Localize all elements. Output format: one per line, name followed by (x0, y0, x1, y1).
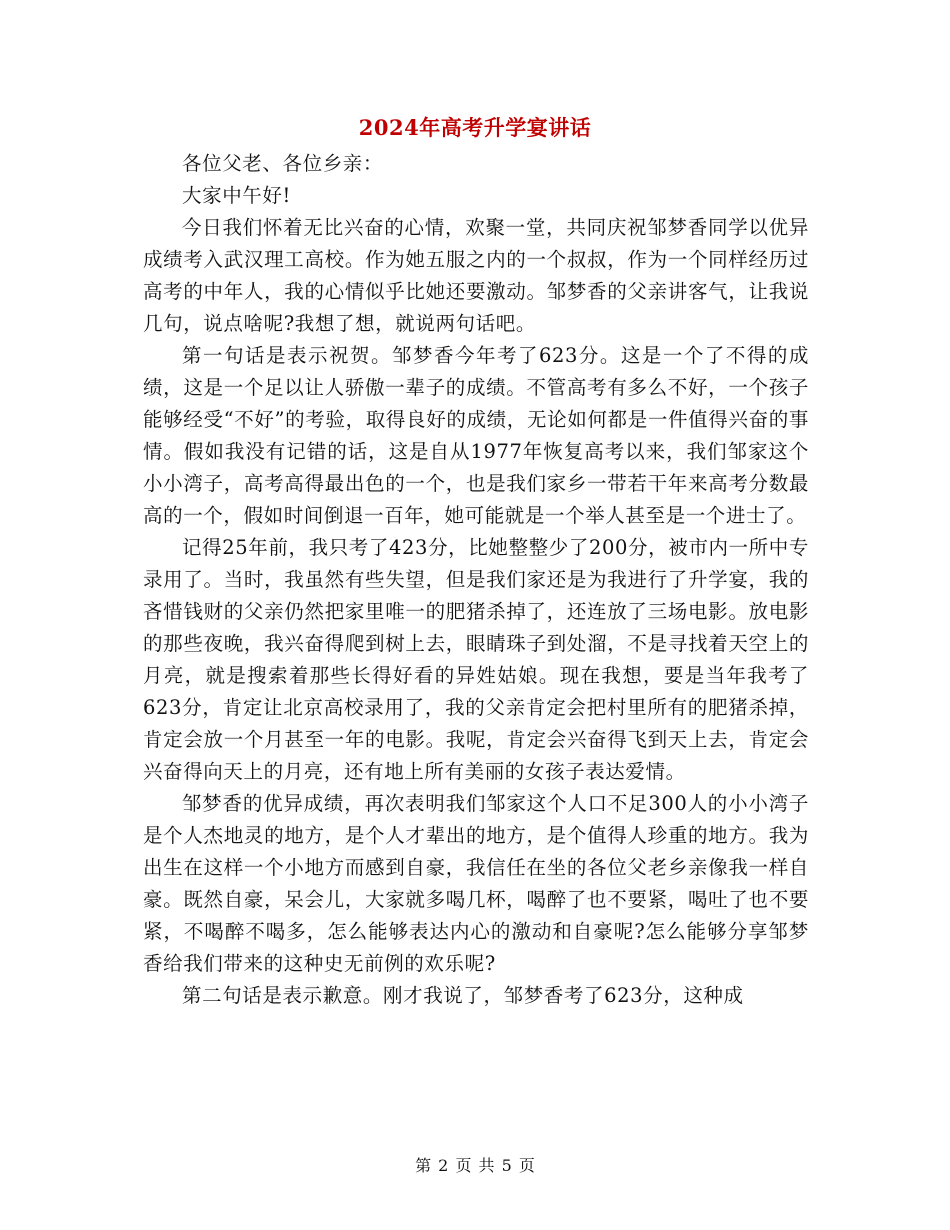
salutation: 各位父老、各位乡亲： (182, 152, 384, 175)
paragraph: 第一句话是表示祝贺。邹梦香今年考了623分。这是一个了不得的成绩，这是一个足以让人骄傲一辈子的成绩。不管高考有多么不好，一个孩子能够经受“不好”的考验，取得良好的成绩，无论如何都是一件值得兴奋的事情。假如我没有记错的话，这是自从1977年恢复高考以来，我们邹家这个小小湾子，高考高得最出色的一个，也是我们家乡一带若干年来高考分数最高的一个，假如时间倒退一百年，她可能就是一个举人甚至是一个进士了。 (143, 344, 809, 527)
document-body (143, 148, 809, 1012)
document-title: 2024年高考升学宴讲话 (358, 115, 592, 140)
paragraph: 第二句话是表示歉意。刚才我说了，邹梦香考了623分，这种成 (182, 984, 744, 1007)
greeting: 大家中午好! (182, 184, 291, 207)
paragraph: 今日我们怀着无比兴奋的心情，欢聚一堂，共同庆祝邹梦香同学以优异成绩考入武汉理工高校。作为她五服之内的一个叔叔，作为一个同样经历过高考的中年人，我的心情似乎比她还要激动。邹梦香的父亲讲客气，让我说几句，说点啥呢?我想了想，就说两句话吧。 (143, 216, 809, 335)
paragraph: 记得25年前，我只考了423分，比她整整少了200分，被市内一所中专录用了。当时，我虽然有些失望，但是我们家还是为我进行了升学宴，我的吝惜钱财的父亲仍然把家里唯一的肥猪杀掉了，还连放了三场电影。放电影的那些夜晚，我兴奋得爬到树上去，眼睛珠子到处溜，不是寻找着天空上的月亮，就是搜索着那些长得好看的异姓姑娘。现在我想，要是当年我考了623分，肯定让北京高校录用了，我的父亲肯定会把村里所有的肥猪杀掉，肯定会放一个月甚至一年的电影。我呢，肯定会兴奋得飞到天上去，肯定会兴奋得向天上的月亮，还有地上所有美丽的女孩子表达爱情。 (143, 536, 809, 783)
page-footer: 第 2 页 共 5 页 (415, 1156, 535, 1175)
paragraph: 邹梦香的优异成绩，再次表明我们邹家这个人口不足300人的小小湾子是个人杰地灵的地方，是个人才辈出的地方，是个值得人珍重的地方。我为出生在这样一个小地方而感到自豪，我信任在坐的各位父老乡亲像我一样自豪。既然自豪，呆会儿，大家就多喝几杯，喝醉了也不要紧，喝吐了也不要紧，不喝醉不喝多，怎么能够表达内心的激动和自豪呢?怎么能够分享邹梦香给我们带来的这种史无前例的欢乐呢? (143, 792, 809, 975)
